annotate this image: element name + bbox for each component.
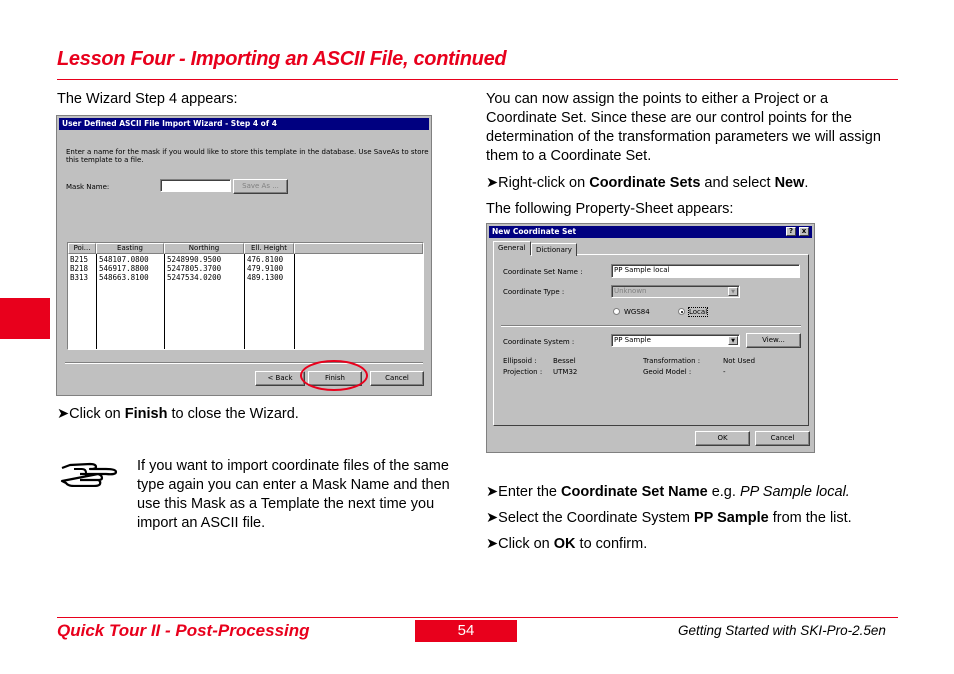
arrowhead-bullet-icon: ➤ [486,175,499,191]
table-cell: 476.8100 [247,255,284,264]
projection-label: Projection : [503,368,543,376]
page-number: 54 [415,620,517,642]
wizard-instruction-line1: Enter a name for the mask if you would like to store this template in the database. Use SaveAs to store [66,148,429,156]
coordinate-type-label: Coordinate Type : [503,288,565,296]
finish-highlight-oval [300,360,368,391]
wizard-instruction-line2: this template to a file. [66,156,144,164]
close-button[interactable]: x [799,227,809,236]
pointing-hand-icon [60,459,118,487]
page-title: Lesson Four - Importing an ASCII File, continued [57,48,507,70]
arrowhead-bullet-icon: ➤ [57,406,70,422]
column-header-blank [294,243,423,254]
click-ok-step: ➤Click on OK to confirm. [486,536,648,552]
column-divider [244,254,245,349]
local-label: Local [689,308,708,316]
local-radio[interactable] [678,308,685,315]
table-cell: 5247805.3700 [167,264,222,273]
column-divider [294,254,295,349]
select-system-step: ➤Select the Coordinate System PP Sample from the list. [486,510,852,526]
help-button[interactable]: ? [786,227,796,236]
wizard-title-bar: User Defined ASCII File Import Wizard - Step 4 of 4 [59,118,429,130]
assign-paragraph: You can now assign the points to either a Project or a Coordinate Set. Since these are our control points for the determination of the transformation parameters we will assign them to a Coordinate Set. [486,91,881,164]
geoid-model-value: - [723,368,726,376]
cancel-button[interactable]: Cancel [370,371,424,386]
ellipsoid-label: Ellipsoid : [503,357,537,365]
finish-button[interactable]: Finish [308,371,362,386]
wgs84-radio[interactable] [613,308,620,315]
table-cell: 5247534.0200 [167,273,222,282]
view-button[interactable]: View... [746,333,801,348]
arrowhead-bullet-icon: ➤ [486,484,499,500]
footer-section-title: Quick Tour II - Post-Processing [57,621,310,640]
table-cell: 548663.8100 [99,273,149,282]
right-click-step: ➤Right-click on Coordinate Sets and select New. [486,175,809,191]
table-cell: B215 [70,255,89,264]
arrowhead-bullet-icon: ➤ [486,510,499,526]
dialog-separator [501,325,801,327]
save-as-button[interactable]: Save As ... [233,179,288,194]
wgs84-label: WGS84 [624,308,650,316]
tab-dictionary[interactable]: Dictionary [531,243,577,256]
column-divider [96,254,97,349]
geoid-model-label: Geoid Model : [643,368,692,376]
column-header[interactable]: Northing [164,243,244,254]
coordinate-type-select[interactable]: Unknown ▼ [611,285,740,298]
table-cell: 548107.0800 [99,255,149,264]
transformation-value: Not Used [723,357,756,365]
table-cell: 479.9100 [247,264,284,273]
coordinate-set-name-input[interactable]: PP Sample local [611,264,800,278]
coordinate-system-select[interactable]: PP Sample ▼ [611,334,740,347]
column-divider [164,254,165,349]
footer-rule [57,617,898,618]
chevron-down-icon: ▼ [728,336,738,345]
new-coordinate-set-dialog [486,223,815,453]
projection-value: UTM32 [553,368,578,376]
column-header[interactable]: Ell. Height [244,243,294,254]
mask-name-label: Mask Name: [66,183,110,191]
footer-document-title: Getting Started with SKI-Pro-2.5en [678,623,886,638]
chevron-down-icon: ▼ [728,287,738,296]
header-rule [57,79,898,80]
coordinate-system-label: Coordinate System : [503,338,575,346]
column-header[interactable]: Easting [96,243,164,254]
finish-step: ➤Click on Finish to close the Wizard. [57,406,299,422]
ellipsoid-value: Bessel [553,357,576,365]
back-button[interactable]: < Back [255,371,305,386]
column-header[interactable]: Poi... [68,243,96,254]
wizard-separator [65,362,423,364]
wizard-intro: The Wizard Step 4 appears: [57,91,238,107]
arrowhead-bullet-icon: ➤ [486,536,499,552]
transformation-label: Transformation : [643,357,701,365]
tip-text: If you want to import coordinate files of the same type again you can enter a Mask Name and then use this Mask as a Template the next time you import an ASCII file. [137,458,450,531]
dialog-title-bar: New Coordinate Set [489,226,812,238]
table-cell: B313 [70,273,89,282]
tab-general[interactable]: General [493,241,531,255]
table-cell: B218 [70,264,89,273]
property-sheet-intro: The following Property-Sheet appears: [486,201,734,217]
cancel-button[interactable]: Cancel [755,431,810,446]
table-cell: 489.1300 [247,273,284,282]
table-cell: 546917.8800 [99,264,149,273]
table-cell: 5248990.9500 [167,255,222,264]
import-wizard-dialog [56,115,432,396]
coordinate-set-name-label: Coordinate Set Name : [503,268,583,276]
preview-table [67,242,424,350]
mask-name-input[interactable] [160,179,231,192]
enter-name-step: ➤Enter the Coordinate Set Name e.g. PP Sample local. [486,484,850,500]
ok-button[interactable]: OK [695,431,750,446]
side-marker-tab [0,298,50,339]
